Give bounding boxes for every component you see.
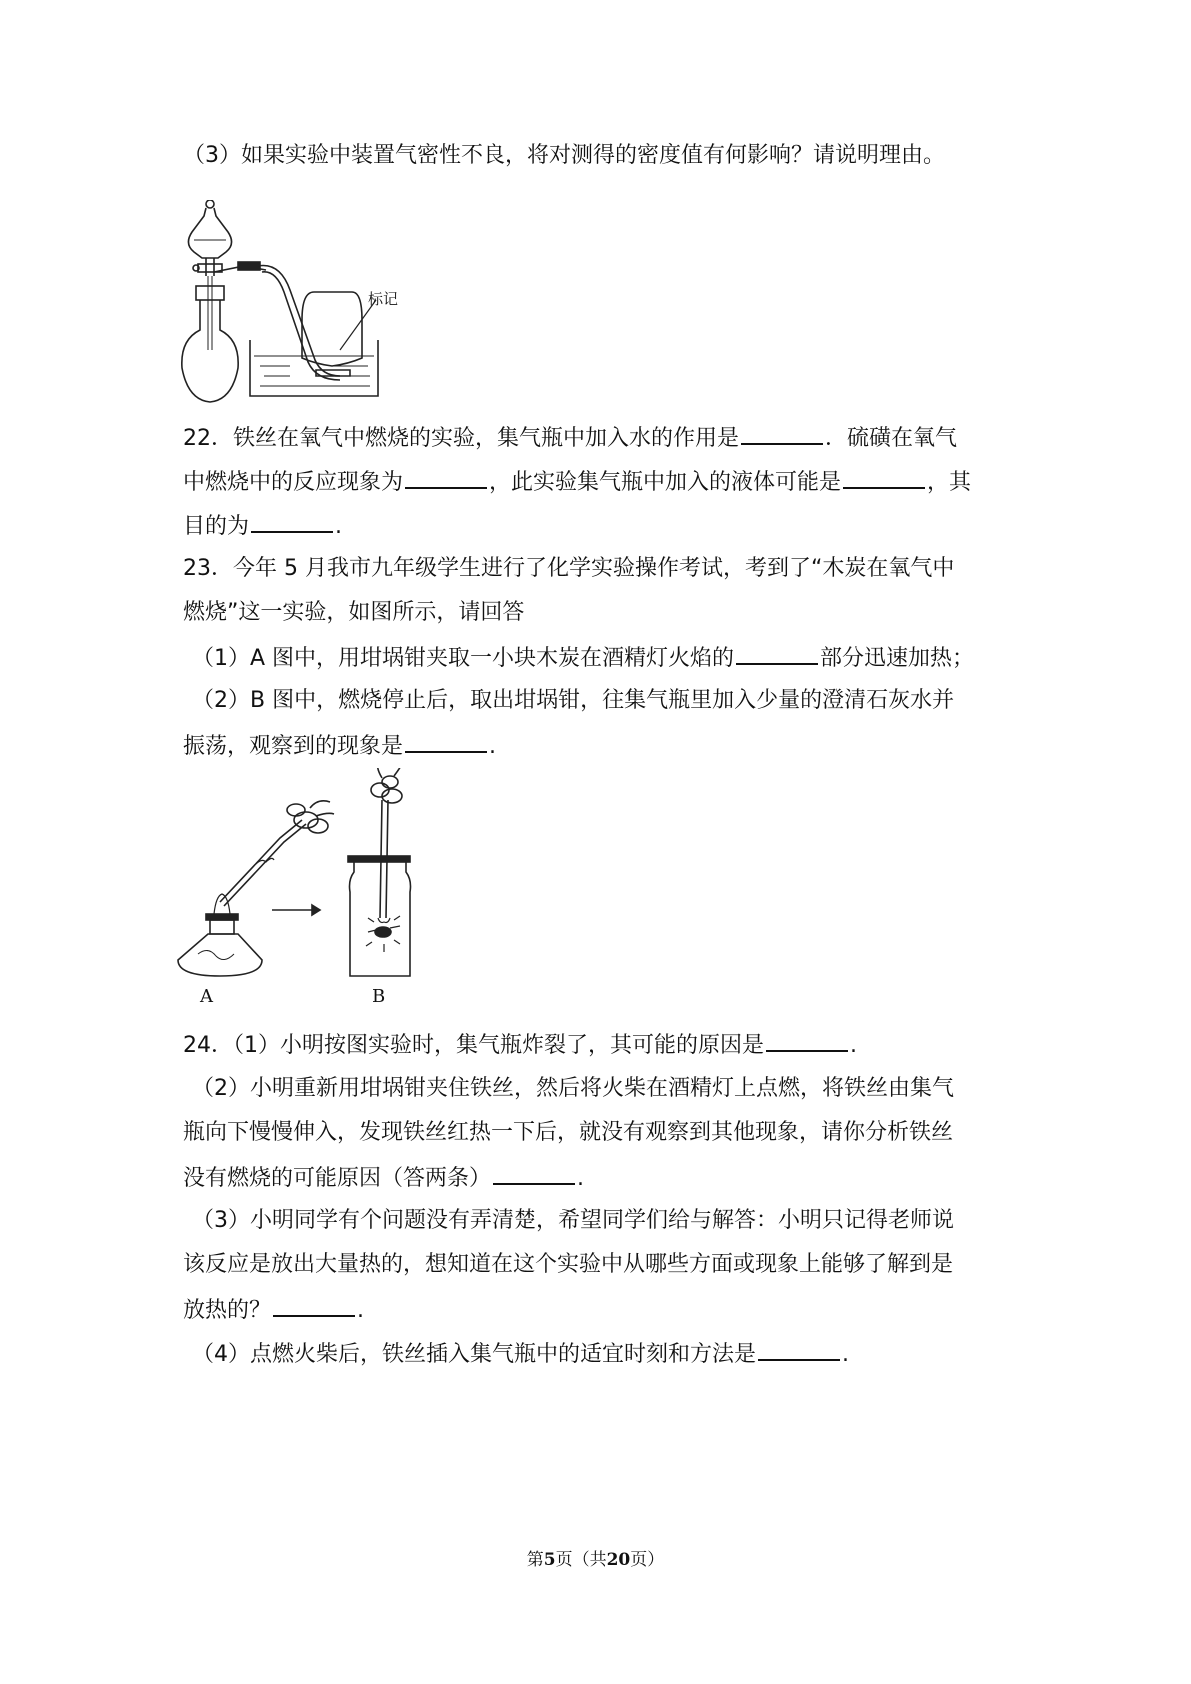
q22-answer-blank-4[interactable] <box>251 511 333 533</box>
q22-text-3b: . <box>335 514 343 539</box>
q23-line2: 燃烧”这一实验，如图所示，请回答 <box>183 600 525 625</box>
q24-part4 <box>192 1339 849 1369</box>
q24-part1-text-b: . <box>850 1033 857 1058</box>
q22-text-1b: ．硫磺在氧气 <box>825 426 958 451</box>
q24-answer-blank-1[interactable] <box>766 1030 848 1052</box>
q24-part3-line3 <box>183 1295 364 1325</box>
q23-part2-line2 <box>183 731 496 761</box>
q22-line2 <box>183 467 971 497</box>
q23-part2-text-b: 振荡，观察到的现象是 <box>183 734 404 759</box>
q24-answer-blank-2[interactable] <box>493 1163 575 1185</box>
q23-part1 <box>192 643 974 673</box>
mark-label: 标记 <box>368 290 399 308</box>
q24-part4-text-b: . <box>842 1342 849 1367</box>
q21-part3-text: （3）如果实验中装置气密性不良，将对测得的密度值有何影响？请说明理由。 <box>183 143 945 168</box>
q24-part4-text-a: （4）点燃火柴后，铁丝插入集气瓶中的适宜时刻和方法是 <box>192 1342 756 1367</box>
footer-page-number: 5 <box>543 1550 556 1570</box>
q22-answer-blank-1[interactable] <box>741 423 823 445</box>
footer-prefix: 第 <box>526 1550 544 1570</box>
gas-collection-apparatus-figure <box>180 200 420 410</box>
figure-b-label: B <box>372 986 386 1007</box>
q23-line1: 23．今年 5 月我市九年级学生进行了化学实验操作考试，考到了“木炭在氧气中 <box>183 556 955 581</box>
q24-part2-text-3a: 没有燃烧的可能原因（答两条） <box>183 1166 492 1191</box>
figure-a-label: A <box>200 986 213 1007</box>
q23-part1-text-a: （1）A 图中，用坩埚钳夹取一小块木炭在酒精灯火焰的 <box>192 646 735 671</box>
q22-answer-blank-3[interactable] <box>843 467 925 489</box>
q24-part2-line1: （2）小明重新用坩埚钳夹住铁丝，然后将火柴在酒精灯上点燃，将铁丝由集气 <box>192 1076 954 1101</box>
q24-part1 <box>183 1030 857 1060</box>
q24-part2-line3 <box>183 1163 584 1193</box>
q24-part3-text-3b: . <box>357 1298 365 1323</box>
page-footer <box>0 1545 1191 1570</box>
q22-line3 <box>183 511 342 541</box>
q24-part3-line2: 该反应是放出大量热的，想知道在这个实验中从哪些方面或现象上能够了解到是 <box>183 1252 954 1277</box>
q24-part3-text-3a: 放热的？ <box>183 1298 272 1323</box>
q22-text-2a: 中燃烧中的反应现象为 <box>183 470 404 495</box>
q22-text-3a: 目的为 <box>183 514 250 539</box>
q22-text-1a: 22．铁丝在氧气中燃烧的实验，集气瓶中加入水的作用是 <box>183 426 739 451</box>
q24-part1-text-a: 24．（1）小明按图实验时，集气瓶炸裂了，其可能的原因是 <box>183 1033 764 1058</box>
q24-part2-line2: 瓶向下慢慢伸入，发现铁丝红热一下后，就没有观察到其他现象，请你分析铁丝 <box>183 1120 954 1145</box>
q23-part2-text-c: . <box>489 734 497 759</box>
q24-answer-blank-3[interactable] <box>273 1295 355 1317</box>
footer-suffix: 页） <box>630 1550 665 1570</box>
q23-answer-blank-1[interactable] <box>736 643 818 665</box>
q24-answer-blank-4[interactable] <box>758 1339 840 1361</box>
charcoal-combustion-figure <box>168 768 458 1018</box>
q24-part3-line1: （3）小明同学有个问题没有弄清楚，希望同学们给与解答：小明只记得老师说 <box>192 1208 954 1233</box>
q23-part1-text-b: 部分迅速加热； <box>820 646 975 671</box>
q22-line1 <box>183 423 957 453</box>
q24-part2-text-3b: . <box>577 1166 585 1191</box>
q22-text-2c: ，其 <box>927 470 972 495</box>
footer-middle: 页（共 <box>555 1550 607 1570</box>
footer-total-pages: 20 <box>606 1550 631 1570</box>
q22-answer-blank-2[interactable] <box>405 467 487 489</box>
q23-part2-line1: （2）B 图中，燃烧停止后，取出坩埚钳，往集气瓶里加入少量的澄清石灰水并 <box>192 688 955 713</box>
q22-text-2b: ，此实验集气瓶中加入的液体可能是 <box>489 470 842 495</box>
q23-answer-blank-2[interactable] <box>405 731 487 753</box>
